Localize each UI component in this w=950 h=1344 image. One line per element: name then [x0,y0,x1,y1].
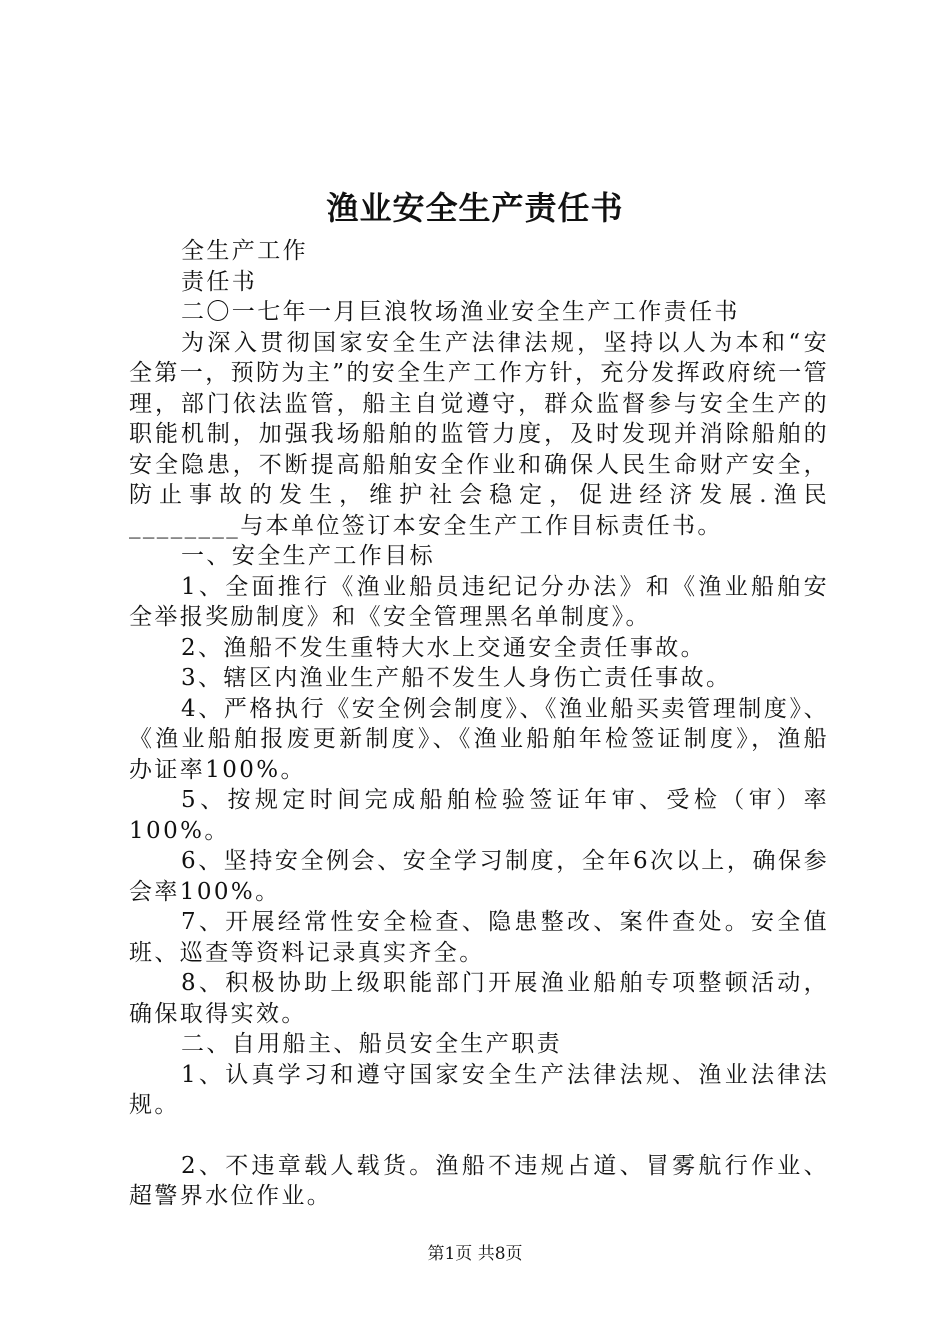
section-heading-goals: 一、安全生产工作目标 [181,543,435,569]
paragraph-heading-2: 责任书 [181,268,258,295]
document-title: 渔业安全生产责任书 [326,189,624,227]
goal-item-6: 6、坚持安全例会、安全学习制度，全年6次以上，确保参会率100%。 [129,848,829,905]
goal-item-8: 8、积极协助上级职能部门开展渔业船舶专项整顿活动，确保取得实效。 [129,970,829,1027]
goal-item-7: 7、开展经常性安全检查、隐患整改、案件查处。安全值班、巡查等资料记录真实齐全。 [129,909,829,966]
goal-item-2: 2、渔船不发生重特大水上交通安全责任事故。 [181,634,707,661]
document-body [129,236,829,1212]
paragraph-heading-1: 全生产工作 [181,238,308,264]
paragraph-subtitle: 二〇一七年一月巨浪牧场渔业安全生产工作责任书 [181,299,740,325]
goal-item-4: 4、严格执行《安全例会制度》、《渔业船买卖管理制度》、《渔业船舶报废更新制度》、《渔业船舶年检签证制度》，渔船办证率100%。 [129,695,829,783]
section-heading-duties: 二、自用船主、船员安全生产职责 [181,1031,562,1057]
goal-item-3: 3、辖区内渔业生产船不发生人身伤亡责任事故。 [181,665,732,691]
page-footer: 第1页 共8页 [427,1244,523,1264]
paragraph-intro: 为深入贯彻国家安全生产法律法规，坚持以人为本和“安全第一，预防为主”的安全生产工作方针，充分发挥政府统一管理，部门依法监管，船主自觉遵守，群众监督参与安全生产的职能机制，加强我场船舶的监管力度，及时发现并消除船舶的安全隐患，不断提高船舶安全作业和确保人民生命财产安全，防止事故的发生，维护社会稳定，促进经济发展.渔民________与本单位签订本安全生产工作目标责任书。 [129,329,829,539]
goal-item-1: 1、全面推行《渔业船员违纪记分办法》和《渔业船舶安全举报奖励制度》和《安全管理黑名单制度》。 [129,573,829,630]
goal-item-5: 5、按规定时间完成船舶检验签证年审、受检（审）率100%。 [129,787,829,844]
duty-item-2: 2、不违章载人载货。渔船不违规占道、冒雾航行作业、超警界水位作业。 [129,1152,829,1209]
duty-item-1: 1、认真学习和遵守国家安全生产法律法规、渔业法律法规。 [129,1061,829,1118]
